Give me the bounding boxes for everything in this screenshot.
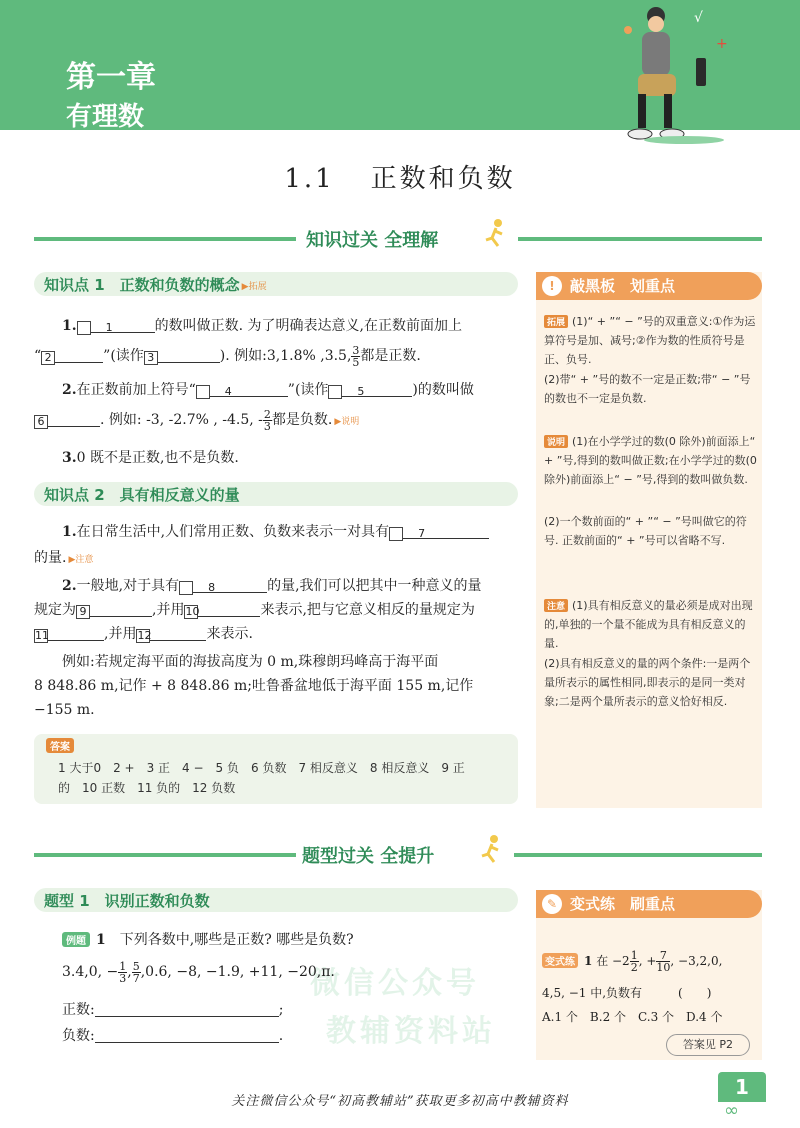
fill-blank[interactable] (403, 523, 489, 539)
text: 的数叫做正数. 为了明确表达意义,在正数前面加上 (154, 318, 462, 334)
knowledge-point-2-bar (34, 482, 518, 506)
blank-number-box: 5 (328, 385, 342, 399)
text: 规定为 (34, 602, 76, 618)
sidebar-key-points-header (536, 272, 762, 300)
example-1-positive-row (62, 998, 522, 1022)
kp1-item-1-cont (34, 344, 520, 368)
fill-blank[interactable] (193, 577, 267, 593)
fill-blank[interactable] (158, 347, 220, 363)
blank-number-box: 12 (137, 629, 152, 642)
text: ,0.6, −8, −1.9, +11, −20,π. (140, 964, 335, 980)
tag-expand: ▶拓展 (241, 282, 267, 292)
numerator: 7 (656, 950, 670, 962)
watermark-line-1: 微信公众号 (310, 966, 480, 1001)
blank-number-box: 8 (179, 581, 193, 595)
text: 来表示,把与它意义相反的量规定为 (260, 602, 475, 618)
runner-icon (482, 218, 508, 248)
text: 的量. (34, 550, 67, 566)
kp1-item-3 (34, 446, 520, 470)
text: ”(读作 (103, 348, 144, 364)
fraction (118, 961, 127, 984)
negative-label: 负数: (62, 1028, 95, 1044)
practice-number: 1 (584, 954, 593, 968)
answer-label: 答案 (46, 738, 74, 753)
bulb-icon: ! (542, 276, 562, 296)
text: )的数叫做 (412, 382, 474, 398)
watermark-line-2: 教辅资料站 (326, 1014, 496, 1049)
text: 一般地,对于具有 (76, 578, 180, 594)
text: (1)“ + ”“ − ”号的双重意义:①作为运算符号是加、减号;②作为数的性质符号是正、负号. (544, 315, 756, 366)
knowledge-point-2-title: 知识点 2 具有相反意义的量 (44, 486, 240, 504)
banner-knowledge (34, 226, 762, 252)
text: . 例如: -3, -2.7% , -4.5, - (100, 412, 263, 428)
practice-question-line1 (542, 950, 758, 973)
banner-question-types-text: 题型过关 全提升 (302, 846, 435, 867)
sidebar-note-2: (2)具有相反意义的量的两个条件:一是两个量所表示的属性相同,即表示的是同一类对象;二是两个量所表示的意义恰好相反. (544, 657, 751, 708)
text: 在正数前加上符号“ (76, 382, 196, 398)
sidebar-expand-2: (2)带“ + ”号的数不一定是正数;带“ − ”号的数也不一定是负数. (544, 373, 751, 405)
sidebar-key-points-title: 敲黑板 划重点 (570, 277, 676, 295)
example-number: 1 (96, 932, 106, 948)
tag-explain: 说明 (544, 435, 568, 448)
blank-number-box: 4 (196, 385, 210, 399)
fraction (263, 409, 272, 432)
denominator: 5 (352, 355, 360, 369)
blank-number-box: 10 (185, 605, 200, 618)
text: ,并用 (104, 626, 137, 642)
text: 都是正数. (360, 348, 421, 364)
example-1-question (62, 928, 522, 952)
numerator: 2 (263, 407, 271, 421)
kp2-item-1 (34, 520, 520, 544)
item-number: 2. (62, 578, 77, 594)
question-type-1-title: 题型 1 识别正数和负数 (44, 892, 210, 910)
infinity-icon: ∞ (724, 1100, 739, 1121)
item-number: 3. (62, 450, 77, 466)
positive-answer-field[interactable] (95, 1001, 279, 1017)
text: “ (34, 348, 42, 364)
denominator: 7 (132, 971, 140, 985)
footer-note: 关注微信公众号“初高教辅站”获取更多初高中教辅资料 (231, 1094, 569, 1109)
text: , + (638, 954, 657, 968)
text: 0 既不是正数,也不是负数. (76, 450, 239, 466)
answer-line-1: 1 大于0 2 + 3 正 4 − 5 负 6 负数 7 相反意义 8 相反意义 9 正 (58, 761, 465, 775)
practice-label: 变式练 (542, 953, 578, 968)
numerator: 5 (132, 959, 140, 973)
text: ). 例如:3,1.8% ,3.5, (219, 348, 352, 364)
blank-number-box: 7 (389, 527, 403, 541)
sidebar-expand (544, 312, 758, 369)
kp1-item-2 (34, 378, 520, 402)
section-title (0, 158, 800, 195)
fraction (630, 950, 639, 973)
sidebar-explain-2: (2)一个数前面的“ + ”“ − ”号叫做它的符号. 正数前面的“ + ”号可以省略不写. (544, 515, 747, 547)
negative-answer-field[interactable] (95, 1027, 279, 1043)
fraction (656, 950, 670, 973)
example-label: 例题 (62, 932, 90, 947)
blank-number-box: 2 (41, 351, 55, 365)
blank-number-box: 11 (35, 629, 49, 642)
text: 在日常生活中,人们常用正数、负数来表示一对具有 (76, 524, 390, 540)
tag-explain: ▶说明 (334, 416, 360, 427)
kp2-example-line2: 8 848.86 m,记作 + 8 848.86 m;吐鲁番盆地低于海平面 155 m,记作 (34, 678, 474, 694)
student-illustration (598, 0, 748, 150)
kp2-item-2-line2 (34, 598, 520, 622)
fill-blank[interactable] (55, 347, 103, 363)
fill-blank[interactable] (90, 601, 152, 617)
example-1-numbers (62, 960, 522, 984)
text: ”(读作 (287, 382, 329, 398)
numerator: 1 (119, 959, 127, 973)
kp2-item-1-cont (34, 546, 520, 570)
kp1-item-2-cont (34, 408, 520, 432)
practice-icon: ✎ (542, 894, 562, 914)
runner-icon (478, 834, 504, 864)
fill-blank[interactable] (198, 601, 260, 617)
item-number: 1. (62, 318, 77, 334)
svg-text:+: + (716, 36, 728, 52)
practice-options: A.1 个 B.2 个 C.3 个 D.4 个 (542, 1010, 723, 1024)
fill-blank[interactable] (91, 317, 155, 333)
banner-question-types (34, 842, 762, 868)
denominator: 2 (630, 961, 638, 974)
knowledge-point-1-title: 知识点 1 正数和负数的概念 (44, 276, 240, 294)
blank-number-box: 9 (76, 605, 90, 619)
item-number: 1. (62, 524, 77, 540)
fill-blank[interactable] (48, 625, 104, 641)
answer-box (34, 734, 518, 804)
banner-line-right (518, 237, 762, 241)
kp2-item-2-line3 (34, 622, 520, 646)
numerator: 3 (352, 343, 360, 357)
section-number: 1.1 (284, 164, 335, 194)
blank-number-box: 6 (34, 415, 48, 429)
tag-note: ▶注意 (68, 554, 94, 565)
text: (1)具有相反意义的量必须是成对出现的,单独的一个量不能成为具有相反意义的量. (544, 599, 753, 650)
knowledge-point-1-bar (34, 272, 518, 296)
text: 都是负数. (271, 412, 333, 428)
positive-label: 正数: (62, 1002, 95, 1018)
numerator: 1 (630, 949, 638, 962)
kp2-example-line1: 例如:若规定海平面的海拔高度为 0 m,珠穆朗玛峰高于海平面 (62, 654, 439, 670)
svg-text:√: √ (694, 10, 703, 26)
tag-note: 注意 (544, 599, 568, 612)
chapter-title: 有理数 (66, 102, 145, 132)
fill-blank[interactable] (342, 381, 412, 397)
fill-blank[interactable] (48, 411, 100, 427)
fill-blank[interactable] (210, 381, 288, 397)
text: ,并用 (152, 602, 185, 618)
question-type-1-bar (34, 888, 518, 912)
practice-question-line2: 4,5, −1 中,负数有 ( ) (542, 986, 712, 1000)
kp1-item-1 (34, 314, 520, 338)
chapter-number: 第一章 (66, 60, 156, 95)
item-number: 2. (62, 382, 77, 398)
text: , −3,2,0, (670, 954, 723, 968)
page-number: 1 (718, 1072, 766, 1102)
text: 在 −2 (596, 954, 630, 968)
kp2-item-2 (34, 574, 520, 598)
text: 3.4,0, − (62, 964, 119, 980)
example-1-negative-row (62, 1024, 522, 1048)
banner-line-left (34, 237, 296, 241)
banner-line-left (34, 853, 296, 857)
sidebar-note (544, 596, 758, 653)
tag-expand: 拓展 (544, 315, 568, 328)
sidebar-practice-header (536, 890, 762, 918)
sidebar-explain (544, 432, 758, 489)
answer-reference[interactable]: 答案见 P2 (666, 1034, 750, 1056)
denominator: 10 (656, 961, 671, 974)
section-name: 正数和负数 (370, 164, 516, 194)
text: 下列各数中,哪些是正数? 哪些是负数? (119, 932, 354, 948)
blank-number-box: 3 (144, 351, 158, 365)
fraction (132, 961, 141, 984)
fill-blank[interactable] (150, 625, 206, 641)
text: ; (278, 1002, 284, 1018)
banner-knowledge-text: 知识过关 全理解 (306, 230, 439, 251)
answer-line-2: 的 10 正数 11 负的 12 负数 (58, 781, 236, 795)
denominator: 3 (119, 971, 127, 985)
banner-line-right (514, 853, 762, 857)
blank-number-box: 1 (77, 321, 91, 335)
kp2-example-line3: −155 m. (34, 702, 95, 718)
text: , (127, 964, 132, 980)
text: 来表示. (206, 626, 253, 642)
sidebar-practice-title: 变式练 刷重点 (570, 895, 676, 913)
denominator: 3 (263, 419, 271, 433)
text: . (278, 1028, 284, 1044)
text: (1)在小学学过的数(0 除外)前面添上“ + ”号,得到的数叫做正数;在小学学过的数(0 除外)前面添上“ − ”号,得到的数叫做负数. (544, 435, 757, 486)
text: 的量,我们可以把其中一种意义的量 (267, 578, 482, 594)
